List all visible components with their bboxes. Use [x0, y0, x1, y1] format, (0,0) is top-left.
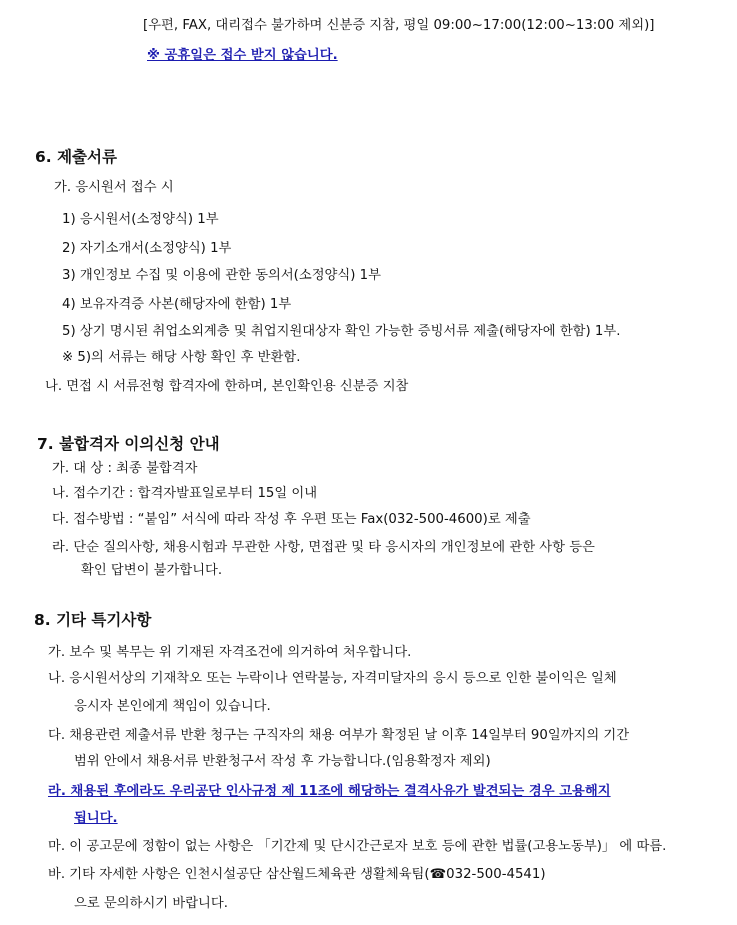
section-7-item-ra-line2: 확인 답변이 불가합니다.	[81, 563, 223, 578]
section-8-item-na-line2: 응시자 본인에게 책임이 있습니다.	[74, 699, 271, 714]
section-6-item-ga: 가. 응시원서 접수 시	[54, 180, 174, 195]
section-8-item-ga: 가. 보수 및 복무는 위 기재된 자격조건에 의거하여 처우합니다.	[48, 645, 412, 660]
section-6-heading: 6. 제출서류	[35, 148, 117, 166]
section-8-item-ra-line1: 라. 채용된 후에라도 우리공단 인사규정 제 11조에 해당하는 결격사유가 발견되는 경우 고용해지	[48, 784, 611, 799]
section-8-item-ba-line1: 바. 기타 자세한 사항은 인천시설공단 삼산월드체육관 생활체육팀(☎032-500-4541)	[48, 867, 546, 882]
section-6-item-na: 나. 면접 시 서류전형 합격자에 한하며, 본인확인용 신분증 지참	[45, 379, 409, 394]
document-item-2: 2) 자기소개서(소정양식) 1부	[62, 241, 232, 256]
section-8-item-na-line1: 나. 응시원서상의 기재착오 또는 누락이나 연락불능, 자격미달자의 응시 등으로 인한 불이익은 일체	[48, 671, 617, 686]
section-7-item-na: 나. 접수기간 : 합격자발표일로부터 15일 이내	[52, 486, 318, 501]
section-8-item-ba-line2: 으로 문의하시기 바랍니다.	[74, 896, 228, 911]
holiday-notice: ※ 공휴일은 접수 받지 않습니다.	[147, 48, 338, 63]
document-item-4: 4) 보유자격증 사본(해당자에 한함) 1부	[62, 297, 292, 312]
section-8-heading: 8. 기타 특기사항	[34, 611, 152, 629]
section-7-item-ga: 가. 대 상 : 최종 불합격자	[52, 461, 198, 476]
section-8-item-ma: 마. 이 공고문에 정함이 없는 사항은 「기간제 및 단시간근로자 보호 등에 관한 법률(고용노동부)」 에 따름.	[48, 839, 667, 854]
document-item-1: 1) 응시원서(소정양식) 1부	[62, 212, 219, 227]
intro-note: [우편, FAX, 대리접수 불가하며 신분증 지참, 평일 09:00~17:00(12:00~13:00 제외)]	[143, 18, 655, 33]
section-7-item-da: 다. 접수방법 : “붙임” 서식에 따라 작성 후 우편 또는 Fax(032-500-4600)로 제출	[52, 512, 531, 527]
section-7-heading: 7. 불합격자 이의신청 안내	[37, 435, 220, 453]
section-7-item-ra-line1: 라. 단순 질의사항, 채용시험과 무관한 사항, 면접관 및 타 응시자의 개인정보에 관한 사항 등은	[52, 540, 595, 555]
section-8-item-da-line2: 범위 안에서 채용서류 반환청구서 작성 후 가능합니다.(임용확정자 제외)	[74, 754, 491, 769]
section-8-item-ra-line2: 됩니다.	[74, 811, 118, 826]
document-item-3: 3) 개인정보 수집 및 이용에 관한 동의서(소정양식) 1부	[62, 268, 381, 283]
section-8-item-da-line1: 다. 채용관련 제출서류 반환 청구는 구직자의 채용 여부가 확정된 날 이후 14일부터 90일까지의 기간	[48, 728, 630, 743]
document-item-5: 5) 상기 명시된 취업소외계층 및 취업지원대상자 확인 가능한 증빙서류 제출(해당자에 한함) 1부.	[62, 324, 621, 339]
section-6-note: ※ 5)의 서류는 해당 사항 확인 후 반환함.	[62, 350, 301, 365]
